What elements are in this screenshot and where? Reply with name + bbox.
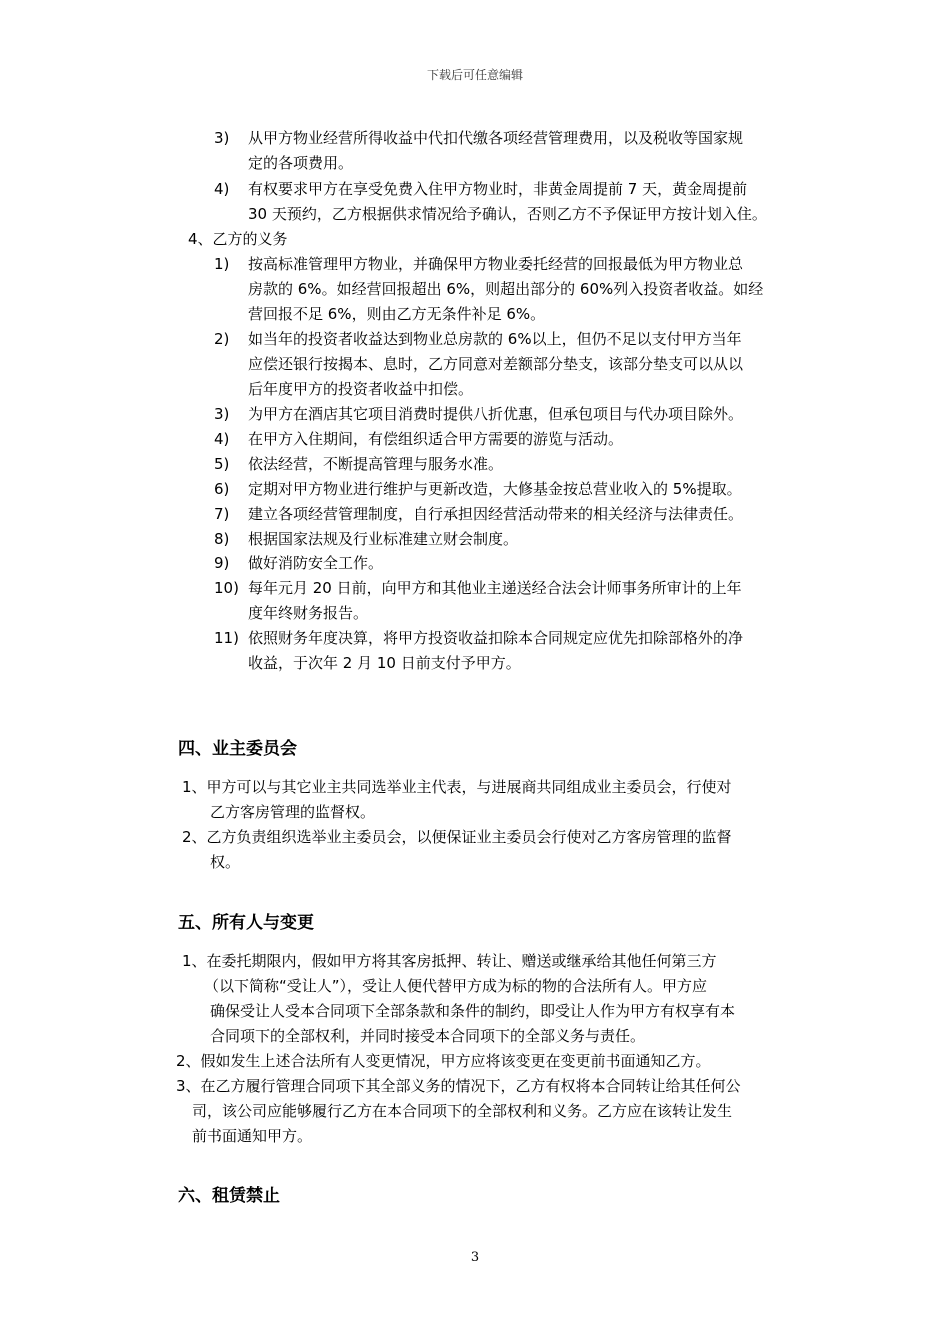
item-title: 4、乙方的义务 (188, 230, 288, 248)
list-number: 5) (214, 455, 230, 473)
clause-text: 确保受让人受本合同项下全部条款和条件的制约，即受让人作为甲方有权享有本 (210, 1002, 736, 1020)
section-heading: 四、业主委员会 (178, 739, 297, 759)
clause-text: 2、假如发生上述合法所有人变更情况，甲方应将该变更在变更前书面通知乙方。 (176, 1052, 711, 1070)
clause-text: 司，该公司应能够履行乙方在本合同项下的全部权利和义务。乙方应在该转让发生 (192, 1102, 733, 1120)
clause-text: 合同项下的全部权利，并同时接受本合同项下的全部义务与责任。 (210, 1027, 646, 1045)
list-text: 应偿还银行按揭本、息时，乙方同意对差额部分垫支，该部分垫支可以从以 (248, 355, 744, 373)
page-header: 下载后可任意编辑 (426, 68, 523, 82)
list-text: 每年元月 20 日前，向甲方和其他业主递送经合法会计师事务所审计的上年 (248, 579, 742, 597)
list-text: 在甲方入住期间，有偿组织适合甲方需要的游览与活动。 (248, 430, 624, 448)
list-number: 8) (214, 530, 230, 548)
clause-text: 前书面通知甲方。 (192, 1127, 313, 1145)
list-text: 依照财务年度决算，将甲方投资收益扣除本合同规定应优先扣除部格外的净 (248, 629, 744, 647)
list-text: 建立各项经营管理制度，自行承担因经营活动带来的相关经济与法律责任。 (248, 505, 744, 523)
page-number: 3 (470, 1250, 480, 1265)
section-heading: 六、租赁禁止 (178, 1186, 280, 1206)
list-number: 6) (214, 480, 230, 498)
clause-text: 1、甲方可以与其它业主共同选举业主代表，与进展商共同组成业主委员会，行使对 (182, 778, 732, 796)
list-text: 定的各项费用。 (248, 154, 354, 172)
list-text: 度年终财务报告。 (248, 604, 369, 622)
section-heading: 五、所有人与变更 (178, 913, 314, 933)
list-number: 10) (214, 579, 239, 597)
list-number: 4) (214, 430, 230, 448)
list-number: 7) (214, 505, 230, 523)
list-text: 房款的 6%。如经营回报超出 6%，则超出部分的 60%列入投资者收益。如经 (248, 280, 764, 298)
list-text: 依法经营，不断提高管理与服务水准。 (248, 455, 504, 473)
list-number: 3) (214, 405, 230, 423)
list-text: 做好消防安全工作。 (248, 554, 384, 572)
list-text: 30 天预约，乙方根据供求情况给予确认，否则乙方不予保证甲方按计划入住。 (248, 205, 767, 223)
list-number: 11) (214, 629, 239, 647)
list-text: 根据国家法规及行业标准建立财会制度。 (248, 530, 519, 548)
list-number: 3) (214, 129, 230, 147)
list-text: 如当年的投资者收益达到物业总房款的 6%以上，但仍不足以支付甲方当年 (248, 330, 742, 348)
list-number: 9) (214, 554, 230, 572)
list-text: 为甲方在酒店其它项目消费时提供八折优惠，但承包项目与代办项目除外。 (248, 405, 744, 423)
list-number: 4) (214, 180, 230, 198)
clause-text: 2、乙方负责组织选举业主委员会，以便保证业主委员会行使对乙方客房管理的监督 (182, 828, 732, 846)
list-text: 有权要求甲方在享受免费入住甲方物业时，非黄金周提前 7 天，黄金周提前 (248, 180, 748, 198)
list-text: 按高标准管理甲方物业，并确保甲方物业委托经营的回报最低为甲方物业总 (248, 255, 744, 273)
clause-text: （以下简称“受让人”），受让人便代替甲方成为标的物的合法所有人。甲方应 (204, 977, 708, 995)
list-text: 定期对甲方物业进行维护与更新改造，大修基金按总营业收入的 5%提取。 (248, 480, 742, 498)
list-text: 收益，于次年 2 月 10 日前支付予甲方。 (248, 654, 521, 672)
clause-text: 乙方客房管理的监督权。 (210, 803, 376, 821)
clause-text: 3、在乙方履行管理合同项下其全部义务的情况下，乙方有权将本合同转让给其任何公 (176, 1077, 741, 1095)
list-text: 后年度甲方的投资者收益中扣偿。 (248, 380, 474, 398)
list-text: 营回报不足 6%，则由乙方无条件补足 6%。 (248, 305, 546, 323)
clause-text: 权。 (210, 853, 241, 871)
list-number: 2) (214, 330, 230, 348)
list-text: 从甲方物业经营所得收益中代扣代缴各项经营管理费用，以及税收等国家规 (248, 129, 744, 147)
clause-text: 1、在委托期限内，假如甲方将其客房抵押、转让、赠送或继承给其他任何第三方 (182, 952, 717, 970)
list-number: 1) (214, 255, 230, 273)
